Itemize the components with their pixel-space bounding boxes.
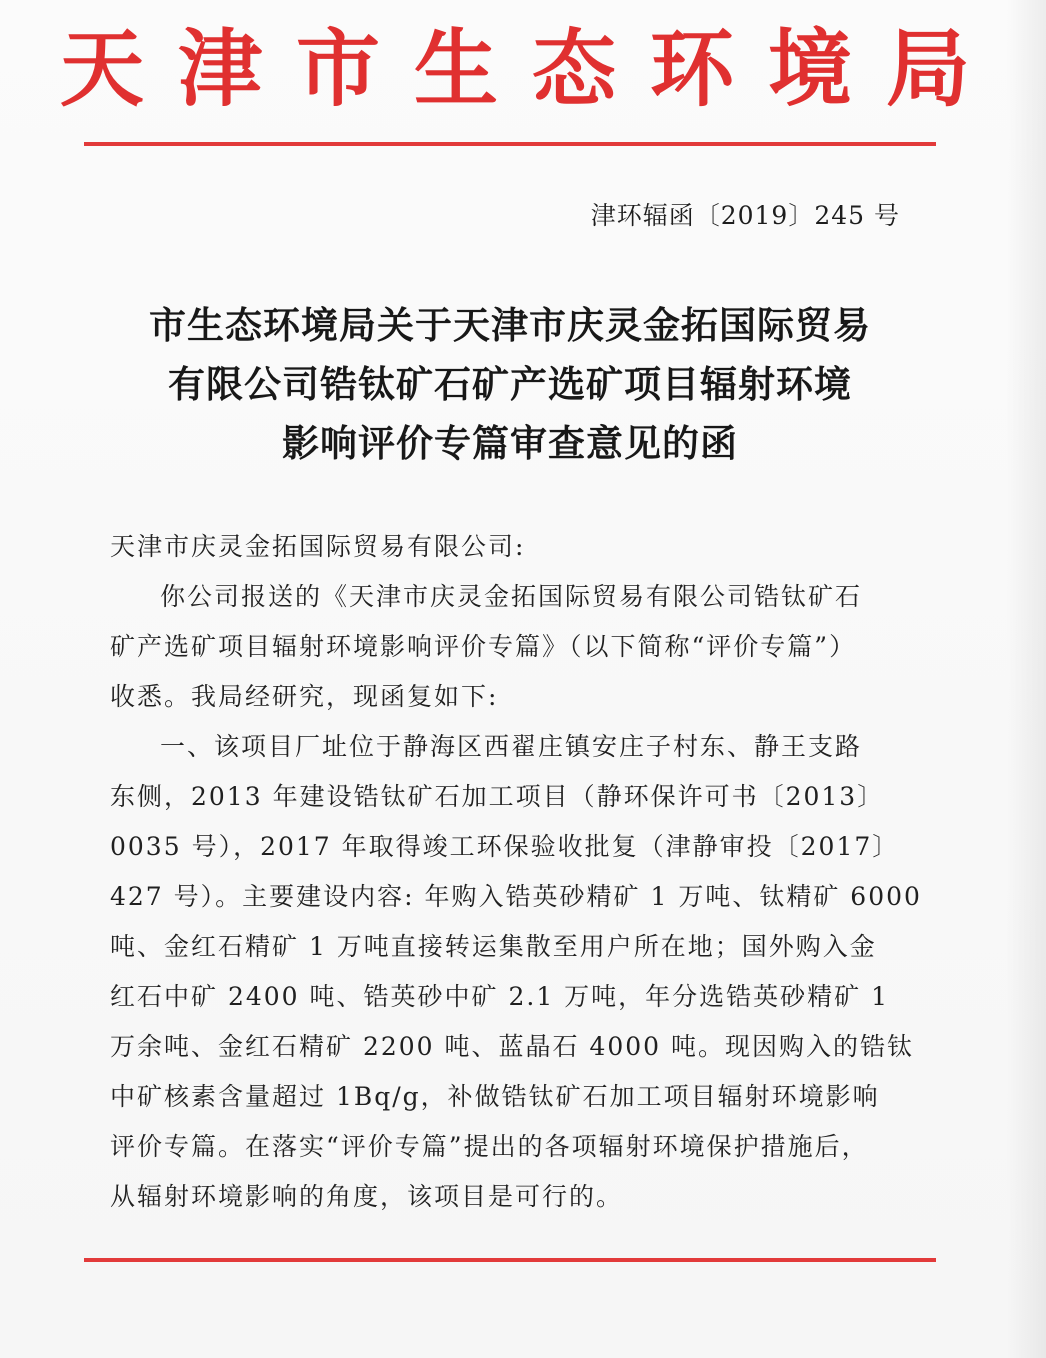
title-line: 有限公司锆钛矿石矿产选矿项目辐射环境 (168, 363, 852, 406)
letter-body (110, 522, 922, 1222)
body-line: 东侧，2013 年建设锆钛矿石加工项目（静环保许可书〔2013〕 (110, 782, 885, 811)
body-line: 0035 号），2017 年取得竣工环保验收批复（津静审投〔2017〕 (110, 832, 900, 861)
title-line: 市生态环境局关于天津市庆灵金拓国际贸易 (149, 304, 871, 347)
body-line: 中矿核素含量超过 1Bq/g，补做锆钛矿石加工项目辐射环境影响 (110, 1082, 880, 1111)
body-line: 收悉。我局经研究，现函复如下: (110, 682, 499, 711)
footer-red-rule (84, 1258, 936, 1262)
body-line: 矿产选矿项目辐射环境影响评价专篇》（以下简称“评价专篇”） (110, 632, 857, 661)
body-line: 427 号）。主要建设内容: 年购入锆英砂精矿 1 万吨、钛精矿 6000 (110, 882, 922, 911)
body-line: 评价专篇。在落实“评价专篇”提出的各项辐射环境保护措施后， (110, 1132, 869, 1161)
document-title (100, 296, 920, 473)
header-red-rule (84, 142, 936, 146)
page-edge-shadow (1006, 0, 1046, 1358)
body-line: 万余吨、金红石精矿 2200 吨、蓝晶石 4000 吨。现因购入的锆钛 (110, 1032, 915, 1061)
title-line: 影响评价专篇审查意见的函 (282, 422, 738, 465)
recipient-line: 天津市庆灵金拓国际贸易有限公司: (110, 532, 526, 561)
document-number: 津环辐函〔2019〕245 号 (590, 201, 900, 230)
body-line: 从辐射环境影响的角度，该项目是可行的。 (110, 1182, 624, 1211)
agency-header: 天津市生态环境局 (60, 19, 1005, 118)
body-line: 吨、金红石精矿 1 万吨直接转运集散至用户所在地；国外购入金 (110, 932, 877, 961)
body-line: 一、该项目厂址位于静海区西翟庄镇安庄子村东、静王支路 (160, 732, 863, 761)
body-line: 你公司报送的《天津市庆灵金拓国际贸易有限公司锆钛矿石 (160, 582, 863, 611)
body-line: 红石中矿 2400 吨、锆英砂中矿 2.1 万吨，年分选锆英砂精矿 1 (110, 982, 890, 1011)
